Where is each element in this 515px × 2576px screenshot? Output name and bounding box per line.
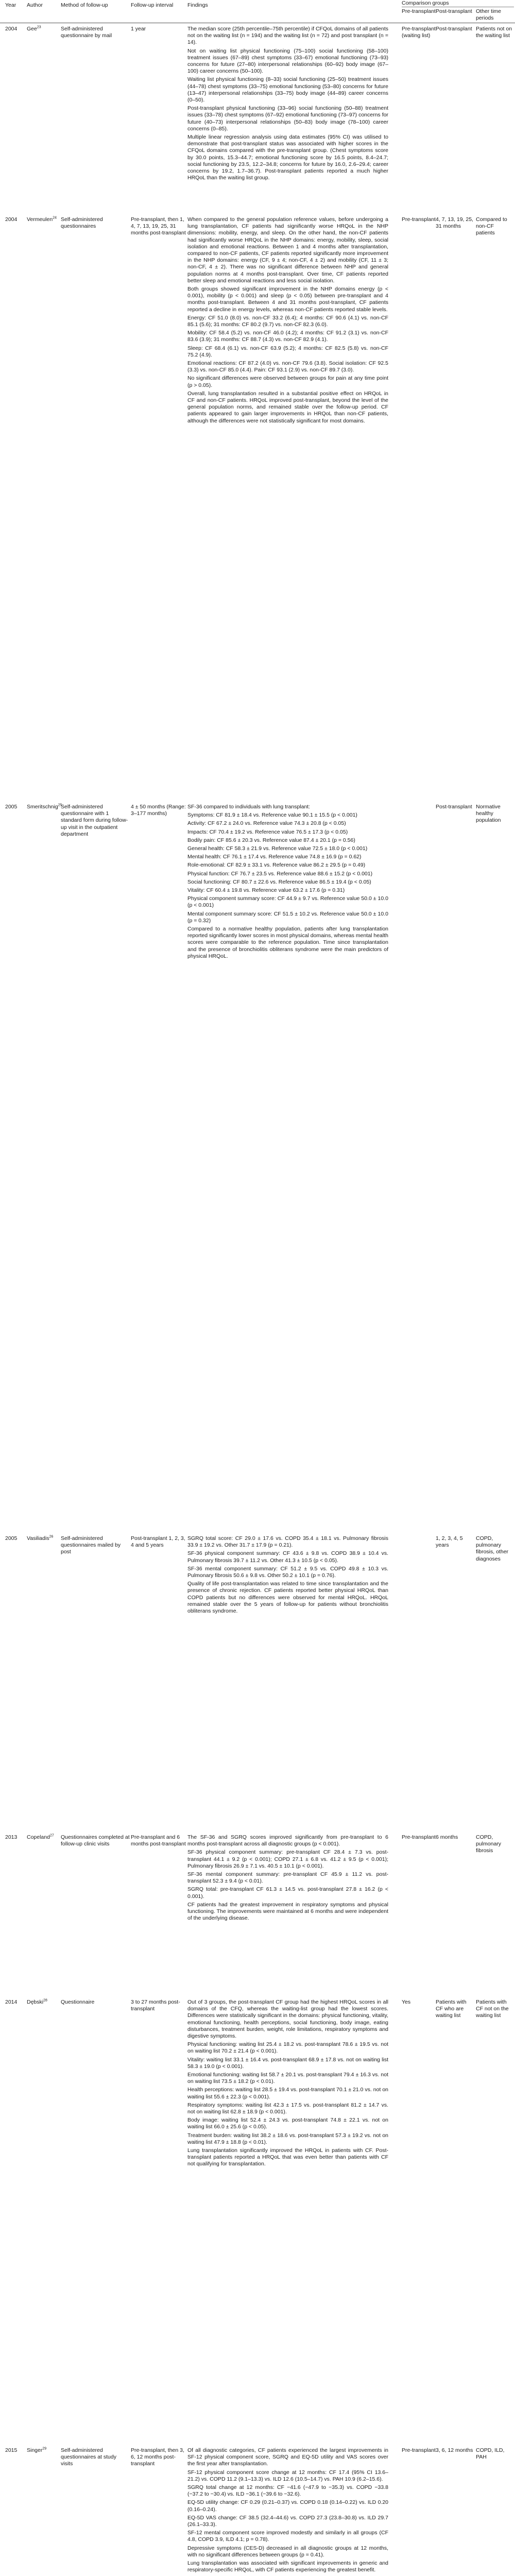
finding-paragraph: No significant differences were observed between groups for pain at any time point (p > 0.05). (187, 375, 388, 388)
finding-paragraph: Emotional functioning: waiting list 58.7 ± 20.1 vs. post-transplant 79.4 ± 16.3 vs. not on waiting list 73.5 ± 18.2 (p < 0.01). (187, 2072, 388, 2085)
finding-paragraph: SF-36 mental component summary: pre-transplant CF 45.9 ± 11.2 vs. post-transplant 52.3 ± 9.4 (p < 0.01). (187, 1871, 388, 1885)
finding-paragraph: Sleep: CF 68.4 (6.1) vs. non-CF 63.9 (5.2); 4 months: CF 82.5 (5.8) vs. non-CF 75.2 (4.9). (187, 345, 388, 358)
finding-paragraph: Vitality: CF 60.4 ± 19.8 vs. Reference value 63.2 ± 17.6 (p = 0.31) (187, 887, 345, 894)
finding-paragraph: Out of 3 groups, the post-transplant CF group had the highest HRQoL scores in all domains of the CFQ, whereas the waiting-list group had the lowest scores. Differences were statistically significant in the domains: physical functioning, vitality, emotional functioning, health perceptions, social functioning, body image, eating disturbances, treatment burden, weight, role limitations, respiratory symptoms and digestive symptoms. (187, 1999, 388, 2040)
row-method: Questionnaire (61, 1999, 95, 2005)
row-interval: 4 ± 50 months (Range: 3–177 months) (131, 804, 186, 817)
finding-paragraph: EQ-5D utility change: CF 0.29 (0.21–0.37) vs. COPD 0.18 (0.14–0.22) vs. ILD 0.20 (0.16–0.24). (187, 2499, 388, 2513)
finding-paragraph: Both groups showed significant improvement in the NHP domains energy (p < 0.001), mobility (p < 0.001) and sleep (p < 0.05) between pre-transplant and 4 months post-transplant. Between 4 and 31 months post-transplant, CF patients reported a decline in energy levels, whereas non-CF patients reported stable levels. (187, 286, 388, 313)
finding-paragraph: Physical functioning: waiting list 25.4 ± 18.2 vs. post-transplant 78.6 ± 19.5 vs. not on waiting list 70.2 ± 21.4 (p < 0.001). (187, 2041, 388, 2055)
row-pre-transplant: Pre-transplant (waiting list) (402, 26, 436, 39)
author-name: Dębski (27, 1999, 44, 2005)
header-other: Other time periods (476, 8, 502, 21)
header-author: Author (27, 2, 43, 8)
finding-paragraph: Depressive symptoms (CES-D) decreased in all diagnostic groups at 12 months, with no significant differences between groups (p = 0.41). (187, 2545, 388, 2558)
row-post-transplant: Post-transplant (436, 26, 472, 32)
row-interval: Pre-transplant, then 1, 4, 7, 13, 19, 25, 31 months post-transplant (131, 216, 186, 236)
finding-paragraph: Waiting list physical functioning (8–33) social functioning (25–50) treatment issues (44–78) chest symptoms (33–75) emotional functioning (53–80) concerns for future (13–47) interpersonal relationships (33–75) body image (44–89) career concerns (0–50). (187, 76, 388, 104)
finding-paragraph: SGRQ total: pre-transplant CF 61.3 ± 14.5 vs. post-transplant 27.8 ± 16.2 (p < 0.001). (187, 1886, 388, 1900)
finding-paragraph: Lung transplantation significantly improved the HRQoL in patients with CF. Post-transplant patients reported a HRQoL that was even better than patients with CF not qualifying for transplantation. (187, 2147, 388, 2167)
header-pre: Pre-transplant (402, 8, 436, 14)
row-post-transplant: 6 months (436, 1834, 458, 1840)
row-method: Self-administered questionnaire by mail (61, 26, 112, 39)
row-post-transplant: 4, 7, 13, 19, 25, 31 months (436, 216, 473, 230)
row-interval: 3 to 27 months post-transplant (131, 1999, 180, 2012)
author-reference: 23 (37, 25, 41, 29)
row-findings (187, 804, 388, 961)
finding-paragraph: SGRQ total change at 12 months: CF −41.6 (−47.9 to −35.3) vs. COPD −33.8 (−37.2 to −30.4) vs. ILD −36.1 (−39.6 to −32.6). (187, 2484, 388, 2498)
row-author (27, 26, 60, 32)
row-year: 2015 (5, 2447, 18, 2453)
table-header (0, 0, 515, 23)
row-interval: Post-transplant 1, 2, 3, 4 and 5 years (131, 1535, 185, 1549)
finding-paragraph: Lung transplantation was associated with significant improvements in generic and respiratory-specific HRQoL, with CF patients experiencing the greatest benefit. (187, 2560, 388, 2573)
finding-paragraph: Treatment burden: waiting list 38.2 ± 18.6 vs. post-transplant 57.3 ± 19.2 vs. not on waiting list 47.9 ± 18.8 (p < 0.01). (187, 2132, 388, 2145)
author-name: Gee (27, 26, 37, 32)
row-pre-transplant: Pre-transplant (402, 2447, 436, 2453)
row-method: Questionnaires completed at follow-up clinic visits (61, 1834, 130, 1848)
row-year: 2005 (5, 1535, 18, 1541)
author-reference: 26 (49, 1535, 54, 1539)
finding-paragraph: Health perceptions: waiting list 28.5 ± 19.4 vs. post-transplant 70.1 ± 21.0 vs. not on waiting list 55.6 ± 22.3 (p < 0.001). (187, 2087, 388, 2100)
row-findings (187, 1834, 388, 1923)
row-other-periods: Compared to non-CF patients (476, 216, 507, 236)
finding-paragraph: Mental health: CF 76.1 ± 17.4 vs. Reference value 74.8 ± 16.9 (p = 0.62) (187, 854, 362, 860)
row-post-transplant: Post-transplant (436, 804, 472, 810)
author-name: Vermeulen (27, 216, 53, 223)
row-post-transplant: 3, 6, 12 months (436, 2447, 473, 2453)
row-other-periods: COPD, pulmonary fibrosis (476, 1834, 502, 1854)
finding-paragraph: Activity: CF 67.2 ± 24.0 vs. Reference value 74.3 ± 20.8 (p < 0.05) (187, 820, 346, 827)
finding-paragraph: Impacts: CF 70.4 ± 19.2 vs. Reference value 76.5 ± 17.3 (p < 0.05) (187, 828, 348, 835)
row-other-periods: COPD, ILD, PAH (476, 2447, 505, 2461)
author-name: Smeritschnig (27, 804, 58, 810)
header-comparison: Comparison groups (402, 0, 449, 6)
row-interval: Pre-transplant, then 3, 6, 12 months post-transplant (131, 2447, 184, 2467)
finding-paragraph: Role-emotional: CF 82.9 ± 33.1 vs. Reference value 86.2 ± 29.5 (p = 0.49) (187, 862, 366, 869)
header-interval: Follow-up interval (131, 2, 174, 8)
header-method: Method of follow-up (61, 2, 108, 8)
row-post-transplant: 1, 2, 3, 4, 5 years (436, 1535, 463, 1549)
row-method: Self-administered questionnaires mailed by post (61, 1535, 121, 1555)
row-interval: 1 year (131, 26, 146, 32)
finding-paragraph: SGRQ total score: CF 29.0 ± 17.6 vs. COPD 35.4 ± 18.1 vs. Pulmonary fibrosis 33.9 ± 19.2 vs. Other 31.7 ± 17.9 (p = 0.21). (187, 1535, 388, 1549)
author-name: Singer (27, 2447, 43, 2453)
finding-paragraph: Physical function: CF 76.7 ± 23.5 vs. Reference value 88.6 ± 15.2 (p < 0.001) (187, 870, 373, 877)
finding-paragraph: SF-12 physical component score change at 12 months: CF 17.4 (95% CI 13.6–21.2) vs. COPD 11.2 (9.1–13.3) vs. ILD 12.6 (10.5–14.7) vs. PAH 10.9 (6.2–15.6). (187, 2469, 388, 2482)
finding-paragraph: Bodily pain: CF 85.6 ± 20.3 vs. Reference value 87.4 ± 20.1 (p = 0.56) (187, 837, 355, 843)
row-method: Self-administered questionnaires (61, 216, 103, 230)
row-author (27, 1535, 60, 1542)
row-author (27, 1834, 60, 1841)
finding-paragraph: SF-12 mental component score improved modestly and similarly in all groups (CF 4.8, COPD 3.9, ILD 4.1; p = 0.78). (187, 2530, 388, 2543)
finding-paragraph: EQ-5D VAS change: CF 38.5 (32.4–44.6) vs. COPD 27.3 (23.8–30.8) vs. ILD 29.7 (26.1–33.3). (187, 2514, 388, 2528)
row-author (27, 216, 60, 223)
author-reference: 24 (53, 216, 57, 220)
finding-paragraph: SF-36 physical component summary: pre-transplant CF 28.4 ± 7.3 vs. post-transplant 44.1 ± 9.2 (p < 0.001); COPD 27.1 ± 6.8 vs. 41.2 ± 9.5 (p < 0.001); Pulmonary fibrosis 26.9 ± 7.1 vs. 40.5 ± 10.1 (p < 0.001). (187, 1849, 388, 1869)
header-post: Post-transplant (436, 8, 472, 14)
row-pre-transplant: Yes (402, 1999, 411, 2005)
row-year: 2004 (5, 216, 18, 223)
finding-paragraph: SF-36 compared to individuals with lung transplant: (187, 804, 311, 810)
header-findings: Findings (187, 2, 208, 8)
row-interval: Pre-transplant and 6 months post-transplant (131, 1834, 186, 1848)
row-method: Self-administered questionnaires at study visits (61, 2447, 116, 2467)
finding-paragraph: Vitality: waiting list 33.1 ± 16.4 vs. post-transplant 68.9 ± 17.8 vs. not on waiting list 58.3 ± 19.0 (p < 0.001). (187, 2056, 388, 2070)
header-year: Year (5, 2, 16, 8)
author-reference: 27 (49, 1834, 54, 1838)
finding-paragraph: Of all diagnostic categories, CF patients experienced the largest improvements in SF-12 physical component score, SGRQ and EQ-5D utility and VAS scores over the first year after transplantation. (187, 2447, 388, 2467)
finding-paragraph: Mental component summary score: CF 51.5 ± 10.2 vs. Reference value 50.0 ± 10.0 (p = 0.32) (187, 910, 388, 924)
row-author (27, 1999, 60, 2006)
finding-paragraph: Not on waiting list physical functioning (75–100) social functioning (58–100) treatment issues (67–89) chest symptoms (33–67) emotional functioning (73–93) concerns for future (27–80) interpersonal relationships (60–92) body image (67–100) career concerns (50–100). (187, 47, 388, 75)
row-author (27, 2447, 60, 2454)
row-pre-transplant: Pre-transplant (402, 1834, 436, 1840)
finding-paragraph: The median score (25th percentile–75th percentile) if CFQoL domains of all patients not on the waiting list (n = 194) and the waiting list (n = 72) and post transplant (n = 14). (187, 26, 388, 46)
finding-paragraph: The SF-36 and SGRQ scores improved significantly from pre-transplant to 6 months post-transplant across all diagnostic groups (p < 0.001). (187, 1834, 388, 1848)
row-author (27, 804, 60, 810)
finding-paragraph: Social functioning: CF 80.7 ± 22.6 vs. Reference value 86.5 ± 19.4 (p < 0.05) (187, 878, 371, 885)
author-reference: 28 (43, 1998, 47, 2003)
finding-paragraph: Mobility: CF 58.4 (5.2) vs. non-CF 46.0 (4.2); 4 months: CF 91.2 (3.1) vs. non-CF 83.6 (3.9); 31 months: CF 88.7 (4.3) vs. non-CF 82.9 (4.1). (187, 330, 388, 343)
author-name: Copeland (27, 1834, 50, 1840)
finding-paragraph: Post-transplant physical functioning (33–96) social functioning (50–88) treatment issues (33–78) chest symptoms (67–92) emotional functioning (73–97) concerns for future (40–73) interpersonal relationships (50–83) body image (78–100) career concerns (0–85). (187, 105, 388, 132)
row-findings (187, 1999, 388, 2170)
finding-paragraph: Physical component summary score: CF 44.9 ± 9.7 vs. Reference value 50.0 ± 10.0 (p < 0.001) (187, 895, 388, 909)
row-findings (187, 216, 388, 426)
row-other-periods: Patients with CF not on the waiting list (476, 1999, 509, 2019)
row-post-transplant: Patients with CF who are waiting list (436, 1999, 467, 2019)
row-year: 2005 (5, 804, 18, 810)
row-findings (187, 26, 388, 183)
row-other-periods: COPD, pulmonary fibrosis, other diagnoses (476, 1535, 509, 1562)
row-year: 2014 (5, 1999, 18, 2005)
finding-paragraph: Emotional reactions: CF 87.2 (4.0) vs. non-CF 79.6 (3.8). Social isolation: CF 92.5 (3.3) vs. non-CF 85.0 (4.4). Pain: CF 93.1 (2.9) vs. non-CF 89.7 (3.0). (187, 360, 388, 374)
author-reference: 29 (42, 2447, 47, 2451)
finding-paragraph: CF patients had the greatest improvement in respiratory symptoms and physical functioning. The improvements were maintained at 6 months and were independent of the underlying disease. (187, 1901, 388, 1922)
finding-paragraph: When compared to the general population reference values, before undergoing a lung transplantation, CF patients had significantly worse HRQoL in the NHP dimensions: mobility, energy, and sleep. On the other hand, the non-CF patients had significantly worse HRQoL in the NHP domains: energy, mobility, sleep, social isolation and emotional reactions. Between 1 and 4 months after transplantation, compared to non-CF patients, CF patients reported significantly more improvement in the NHP domains: energy (CF, 9 ± 4; non-CF, 4 ± 2) and mobility (CF, 11 ± 3; non-CF, 4 ± 2). There was no significant difference between NHP and general population norms at 4 months post-transplant. Over time, CF patients reported better sleep and emotional reactions and less social isolation. (187, 216, 388, 284)
finding-paragraph: Energy: CF 51.0 (8.0) vs. non-CF 33.2 (6.4); 4 months: CF 90.6 (4.1) vs. non-CF 85.1 (5.6); 31 months: CF 80.2 (9.7) vs. non-CF 82.3 (6.0). (187, 314, 388, 328)
finding-paragraph: General health: CF 58.3 ± 21.9 vs. Reference value 72.5 ± 18.0 (p < 0.001) (187, 845, 368, 852)
row-method: Self-administered questionnaire with 1 standard form during follow-up visit in the outpatient department (61, 804, 128, 837)
finding-paragraph: SF-36 mental component summary: CF 51.2 ± 9.5 vs. COPD 49.8 ± 10.3 vs. Pulmonary fibrosis 50.6 ± 9.8 vs. Other 50.2 ± 10.1 (p = 0.76). (187, 1565, 388, 1579)
row-year: 2004 (5, 26, 18, 32)
row-other-periods: Patients not on the waiting list (476, 26, 512, 39)
row-year: 2013 (5, 1834, 18, 1840)
finding-paragraph: Respiratory symptoms: waiting list 42.3 ± 17.5 vs. post-transplant 81.2 ± 14.7 vs. not on waiting list 62.8 ± 18.9 (p < 0.001). (187, 2102, 388, 2115)
finding-paragraph: Symptoms: CF 81.9 ± 18.4 vs. Reference value 90.1 ± 15.5 (p < 0.001) (187, 812, 357, 819)
row-findings (187, 1535, 388, 1616)
row-pre-transplant: Pre-transplant (402, 216, 436, 223)
row-other-periods: Normative healthy population (476, 804, 501, 824)
finding-paragraph: Multiple linear regression analysis using data estimates (95% CI) was utilised to demonstrate that post-transplant status was associated with higher scores in the CFQoL domains compared with the pre-transplant group. (Chest symptoms score by 30.0 points, 15.3–44.7; emotional functioning score by 16.5 points, 8.4–24.7; social functioning by 23.5, 12.2–34.8; concerns for future by 16.0, 2.6–29.4; career concerns by 19.2, 1.7–36.7). Post-transplant patients reported a much higher HRQoL than the waiting list group. (187, 134, 388, 181)
finding-paragraph: Quality of life post-transplantation was related to time since transplantation and the presence of chronic rejection. CF patients reported better physical HRQoL than COPD patients but no differences were observed for mental HRQoL. HRQoL remained stable over the 5 years of follow-up for patients without bronchiolitis obliterans syndrome. (187, 1581, 388, 1615)
author-reference: 25 (58, 803, 62, 807)
finding-paragraph: Overall, lung transplantation resulted in a substantial positive effect on HRQoL in CF and non-CF patients. HRQoL improved post-transplant, beyond the level of the general population norms, and remained stable over the follow-up period. CF patients appeared to gain larger improvements in HRQoL than non-CF patients, although the differences were not statistically significant for most domains. (187, 390, 388, 424)
finding-paragraph: Body image: waiting list 52.4 ± 24.3 vs. post-transplant 74.8 ± 22.1 vs. not on waiting list 66.0 ± 25.6 (p < 0.05). (187, 2117, 388, 2130)
row-findings (187, 2447, 388, 2575)
finding-paragraph: SF-36 physical component summary: CF 43.6 ± 9.8 vs. COPD 38.9 ± 10.4 vs. Pulmonary fibrosis 39.7 ± 11.2 vs. Other 41.3 ± 10.5 (p < 0.05). (187, 1550, 388, 1564)
author-name: Vasiliadis (27, 1535, 49, 1541)
finding-paragraph: Compared to a normative healthy population, patients after lung transplantation reported significantly lower scores in most physical domains, whereas mental health scores were comparable to the reference population. Time since transplantation and the presence of bronchiolitis obliterans syndrome were the main predictors of physical HRQoL. (187, 926, 388, 959)
